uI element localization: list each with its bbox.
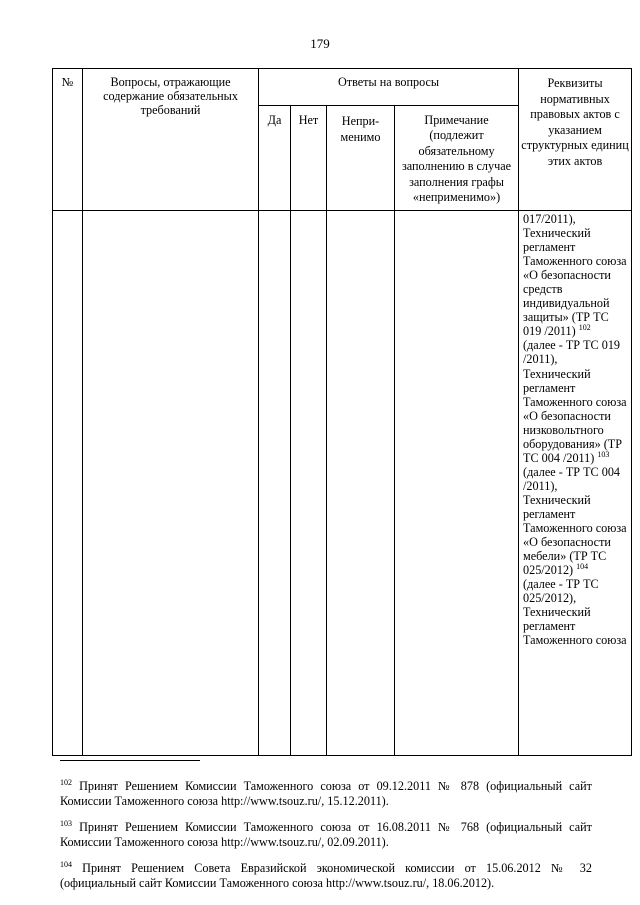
table-row [53,211,632,756]
page-number: 179 [310,36,330,51]
footnotes [60,767,592,902]
cell-number [53,211,83,756]
cell-question [83,211,259,756]
cell-yes [259,211,291,756]
col-yes-header: Да [259,106,291,211]
cell-note [395,211,519,756]
header-row-1 [53,69,632,106]
footnote-103: $^{103}$ Принят Решением Комиссии Таможенного союза от 16.08.2011 № 768 (официальный сайт Комиссии Таможенного союза http://www.tsouz.ru/, 02.09.2011). [60,819,592,849]
footnote-ref-104: 104 [576,562,589,572]
requirements-table [52,68,632,756]
col-not-applicable-header: Непри-менимо [327,106,395,211]
col-answers-header: Ответы на вопросы [259,69,519,106]
col-questions-header: Вопросы, отражающие содержание обязательных требований [83,69,259,211]
cell-not-applicable [327,211,395,756]
col-note-header: Примечание (подлежит обязательному заполнению в случае заполнения графы «неприменимо») [395,106,519,211]
col-no-header: Нет [291,106,327,211]
cell-requisites: 017/2011), Технический регламент Таможенного союза «О безопасности средств индивидуальной защиты» (ТР ТС 019 /2011) $^{102}$ (далее - ТР ТС 019 /2011), Технический регламент Таможенного союза «О безопасности низковольтного оборудования» (ТР ТС 004 /2011) $^{103}$ (далее - ТР ТС 004 /2011), Технический регламент Таможенного союза «О безопасности мебели» (ТР ТС 025/2012) $^{104}$ (далее - ТР ТС 025/2012), Технический регламент Таможенного союза [519,211,632,756]
footnote-104: $^{104}$ Принят Решением Совета Евразийской экономической комиссии от 15.06.2012 № 32 (официальный сайт Комиссии Таможенного союза http://www.tsouz.ru/, 18.06.2012). [60,860,592,890]
footnote-separator [60,760,200,761]
col-number-header: № [53,69,83,211]
cell-no [291,211,327,756]
footnote-ref-103: 103 [597,449,610,459]
footnote-ref-102: 102 [578,323,591,333]
footnote-102: $^{102}$ Принят Решением Комиссии Таможенного союза от 09.12.2011 № 878 (официальный сайт Комиссии Таможенного союза http://www.tsouz.ru/, 15.12.2011). [60,778,592,808]
col-requisites-header: Реквизиты нормативных правовых актов с указанием структурных единиц этих актов [519,69,632,211]
